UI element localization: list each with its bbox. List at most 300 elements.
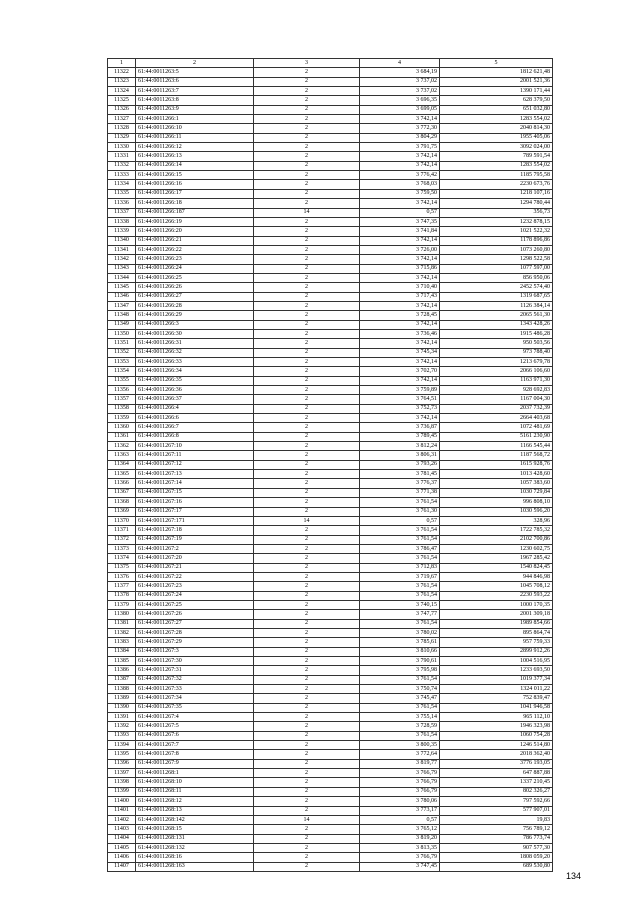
- type-cell: 2: [254, 311, 360, 320]
- cost-cell: 2066 106,60: [440, 367, 553, 376]
- row-number-cell: 11374: [108, 554, 136, 563]
- table-row: [108, 376, 553, 385]
- type-cell: 2: [254, 386, 360, 395]
- cost-cell: 1004 516,95: [440, 657, 553, 666]
- table-row: [108, 741, 553, 750]
- table-row: [108, 301, 553, 310]
- value-cell: 3 761,54: [360, 535, 440, 544]
- cadastral-number-cell: 61:44:0011267:21: [136, 563, 254, 572]
- table-row: [108, 516, 553, 525]
- cadastral-number-cell: 61:44:0011267:24: [136, 591, 254, 600]
- type-cell: 2: [254, 273, 360, 282]
- cost-cell: 1808 059,20: [440, 853, 553, 862]
- cost-cell: 1615 928,76: [440, 460, 553, 469]
- value-cell: 3 790,61: [360, 657, 440, 666]
- cost-cell: 1185 795,58: [440, 171, 553, 180]
- row-number-cell: 11367: [108, 488, 136, 497]
- value-cell: 3 791,75: [360, 143, 440, 152]
- cost-cell: 1324 011,22: [440, 685, 553, 694]
- row-number-cell: 11336: [108, 199, 136, 208]
- row-number-cell: 11364: [108, 460, 136, 469]
- table-row: [108, 778, 553, 787]
- type-cell: 2: [254, 432, 360, 441]
- type-cell: 2: [254, 834, 360, 843]
- value-cell: 3 772,64: [360, 750, 440, 759]
- value-cell: 3 745,47: [360, 694, 440, 703]
- table-row: [108, 600, 553, 609]
- column-header: 4: [360, 59, 440, 68]
- cost-cell: 2001 521,36: [440, 77, 553, 86]
- type-cell: 14: [254, 815, 360, 824]
- cost-cell: 1030 596,20: [440, 507, 553, 516]
- value-cell: 3 742,14: [360, 255, 440, 264]
- value-cell: 3 742,14: [360, 376, 440, 385]
- value-cell: 3 742,14: [360, 320, 440, 329]
- cost-cell: 1232 878,15: [440, 217, 553, 226]
- cadastral-number-cell: 61:44:0011267:18: [136, 526, 254, 535]
- cadastral-number-cell: 61:44:0011266:37: [136, 395, 254, 404]
- cost-cell: 1722 785,32: [440, 526, 553, 535]
- row-number-cell: 11322: [108, 68, 136, 77]
- value-cell: 3 728,59: [360, 722, 440, 731]
- cadastral-number-cell: 61:44:0011268:13: [136, 806, 254, 815]
- table-row: [108, 479, 553, 488]
- type-cell: 2: [254, 301, 360, 310]
- type-cell: 2: [254, 666, 360, 675]
- cadastral-number-cell: 61:44:0011267:11: [136, 451, 254, 460]
- type-cell: 2: [254, 329, 360, 338]
- value-cell: 3 747,35: [360, 217, 440, 226]
- table-row: [108, 348, 553, 357]
- value-cell: 3 719,67: [360, 572, 440, 581]
- cadastral-number-cell: 61:44:0011266:30: [136, 329, 254, 338]
- table-row: [108, 395, 553, 404]
- cadastral-number-cell: 61:44:0011267:4: [136, 713, 254, 722]
- value-cell: 3 747,77: [360, 610, 440, 619]
- table-body: [108, 68, 553, 872]
- value-cell: 3 761,54: [360, 731, 440, 740]
- table-row: [108, 264, 553, 273]
- value-cell: 3 765,12: [360, 825, 440, 834]
- value-cell: 3 741,84: [360, 227, 440, 236]
- type-cell: 2: [254, 853, 360, 862]
- type-cell: 2: [254, 563, 360, 572]
- table-row: [108, 666, 553, 675]
- table-row: [108, 161, 553, 170]
- cadastral-number-cell: 61:44:0011266:12: [136, 143, 254, 152]
- value-cell: 3 781,45: [360, 470, 440, 479]
- cadastral-number-cell: 61:44:0011266:15: [136, 171, 254, 180]
- type-cell: 2: [254, 619, 360, 628]
- type-cell: 2: [254, 722, 360, 731]
- table-row: [108, 432, 553, 441]
- value-cell: 3 761,54: [360, 554, 440, 563]
- cadastral-number-cell: 61:44:0011267:28: [136, 628, 254, 637]
- cadastral-number-cell: 61:44:0011267:16: [136, 498, 254, 507]
- table-row: [108, 853, 553, 862]
- table-row: [108, 358, 553, 367]
- value-cell: 3 780,02: [360, 628, 440, 637]
- type-cell: 2: [254, 479, 360, 488]
- table-row: [108, 554, 553, 563]
- row-number-cell: 11354: [108, 367, 136, 376]
- table-row: [108, 488, 553, 497]
- cost-cell: 356,73: [440, 208, 553, 217]
- type-cell: 2: [254, 320, 360, 329]
- cost-cell: 689 530,80: [440, 862, 553, 871]
- cadastral-number-cell: 61:44:0011267:2: [136, 544, 254, 553]
- cadastral-number-cell: 61:44:0011266:6: [136, 414, 254, 423]
- table-row: [108, 834, 553, 843]
- row-number-cell: 11394: [108, 741, 136, 750]
- cost-cell: 1187 568,72: [440, 451, 553, 460]
- cost-cell: 1218 107,16: [440, 189, 553, 198]
- cadastral-number-cell: 61:44:0011267:5: [136, 722, 254, 731]
- row-number-cell: 11339: [108, 227, 136, 236]
- value-cell: 3 761,54: [360, 703, 440, 712]
- cost-cell: 973 788,40: [440, 348, 553, 357]
- table-row: [108, 217, 553, 226]
- cost-cell: 3776 193,05: [440, 759, 553, 768]
- value-cell: 3 786,47: [360, 544, 440, 553]
- type-cell: 2: [254, 77, 360, 86]
- row-number-cell: 11388: [108, 685, 136, 694]
- cadastral-number-cell: 61:44:0011266:11: [136, 133, 254, 142]
- table-row: [108, 133, 553, 142]
- row-number-cell: 11345: [108, 283, 136, 292]
- value-cell: 3 761,54: [360, 591, 440, 600]
- value-cell: 3 761,54: [360, 675, 440, 684]
- cadastral-number-cell: 61:44:0011263:7: [136, 87, 254, 96]
- type-cell: 2: [254, 657, 360, 666]
- cost-cell: 895 864,74: [440, 628, 553, 637]
- type-cell: 2: [254, 591, 360, 600]
- row-number-cell: 11373: [108, 544, 136, 553]
- row-number-cell: 11333: [108, 171, 136, 180]
- table-row: [108, 843, 553, 852]
- value-cell: 3 819,20: [360, 834, 440, 843]
- type-cell: 2: [254, 694, 360, 703]
- value-cell: 3 789,45: [360, 432, 440, 441]
- table-row: [108, 115, 553, 124]
- value-cell: 3 715,86: [360, 264, 440, 273]
- table-row: [108, 283, 553, 292]
- table-row: [108, 535, 553, 544]
- table-row: [108, 685, 553, 694]
- type-cell: 2: [254, 628, 360, 637]
- table-row: [108, 591, 553, 600]
- table-row: [108, 208, 553, 217]
- value-cell: 3 742,14: [360, 236, 440, 245]
- cadastral-number-cell: 61:44:0011266:34: [136, 367, 254, 376]
- cost-cell: 3092 024,00: [440, 143, 553, 152]
- cadastral-number-cell: 61:44:0011266:32: [136, 348, 254, 357]
- value-cell: 0,57: [360, 516, 440, 525]
- table-row: [108, 199, 553, 208]
- type-cell: 14: [254, 208, 360, 217]
- cadastral-number-cell: 61:44:0011266:8: [136, 432, 254, 441]
- row-number-cell: 11330: [108, 143, 136, 152]
- value-cell: 3 684,19: [360, 68, 440, 77]
- cost-cell: 1021 522,32: [440, 227, 553, 236]
- type-cell: 2: [254, 769, 360, 778]
- table-row: [108, 769, 553, 778]
- table-row: [108, 423, 553, 432]
- table-row: [108, 68, 553, 77]
- table-row: [108, 143, 553, 152]
- row-number-cell: 11383: [108, 638, 136, 647]
- type-cell: 2: [254, 189, 360, 198]
- row-number-cell: 11362: [108, 442, 136, 451]
- row-number-cell: 11406: [108, 853, 136, 862]
- cadastral-number-cell: 61:44:0011267:12: [136, 460, 254, 469]
- table-row: [108, 171, 553, 180]
- table-row: [108, 451, 553, 460]
- value-cell: 3 812,24: [360, 442, 440, 451]
- cost-cell: 1030 729,84: [440, 488, 553, 497]
- row-number-cell: 11335: [108, 189, 136, 198]
- cadastral-number-cell: 61:44:0011266:23: [136, 255, 254, 264]
- value-cell: 3 712,83: [360, 563, 440, 572]
- row-number-cell: 11343: [108, 264, 136, 273]
- cost-cell: 2452 574,40: [440, 283, 553, 292]
- row-number-cell: 11357: [108, 395, 136, 404]
- cost-cell: 786 773,74: [440, 834, 553, 843]
- value-cell: 3 717,43: [360, 292, 440, 301]
- cadastral-number-cell: 61:44:0011266:10: [136, 124, 254, 133]
- row-number-cell: 11372: [108, 535, 136, 544]
- cost-cell: 1000 170,35: [440, 600, 553, 609]
- value-cell: 3 761,54: [360, 526, 440, 535]
- cadastral-number-cell: 61:44:0011266:3: [136, 320, 254, 329]
- cost-cell: 2065 561,30: [440, 311, 553, 320]
- cost-cell: 2001 309,18: [440, 610, 553, 619]
- cadastral-number-cell: 61:44:0011267:14: [136, 479, 254, 488]
- value-cell: 3 761,30: [360, 507, 440, 516]
- cadastral-number-cell: 61:44:0011266:21: [136, 236, 254, 245]
- cadastral-number-cell: 61:44:0011267:31: [136, 666, 254, 675]
- cost-cell: 2230 593,22: [440, 591, 553, 600]
- value-cell: 3 710,40: [360, 283, 440, 292]
- table-row: [108, 647, 553, 656]
- cost-cell: 1294 780,44: [440, 199, 553, 208]
- table-row: [108, 105, 553, 114]
- type-cell: 2: [254, 460, 360, 469]
- table-row: [108, 815, 553, 824]
- row-number-cell: 11368: [108, 498, 136, 507]
- table-row: [108, 152, 553, 161]
- table-row: [108, 245, 553, 254]
- row-number-cell: 11340: [108, 236, 136, 245]
- cadastral-number-cell: 61:44:0011267:17: [136, 507, 254, 516]
- cadastral-number-cell: 61:44:0011268:163: [136, 862, 254, 871]
- row-number-cell: 11392: [108, 722, 136, 731]
- row-number-cell: 11347: [108, 301, 136, 310]
- row-number-cell: 11386: [108, 666, 136, 675]
- cadastral-number-cell: 61:44:0011266:29: [136, 311, 254, 320]
- type-cell: 2: [254, 115, 360, 124]
- cadastral-number-cell: 61:44:0011266:7: [136, 423, 254, 432]
- cadastral-number-cell: 61:44:0011267:23: [136, 582, 254, 591]
- table-row: [108, 563, 553, 572]
- cost-cell: 2664 403,68: [440, 414, 553, 423]
- table-row: [108, 386, 553, 395]
- row-number-cell: 11359: [108, 414, 136, 423]
- table-row: [108, 498, 553, 507]
- cost-cell: 957 759,33: [440, 638, 553, 647]
- cost-cell: 628 379,50: [440, 96, 553, 105]
- type-cell: 2: [254, 610, 360, 619]
- table-row: [108, 526, 553, 535]
- cadastral-number-cell: 61:44:0011267:25: [136, 600, 254, 609]
- type-cell: 2: [254, 731, 360, 740]
- cost-cell: 797 592,66: [440, 797, 553, 806]
- table-row: [108, 292, 553, 301]
- table-row: [108, 675, 553, 684]
- cadastral-number-cell: 61:44:0011267:15: [136, 488, 254, 497]
- type-cell: 2: [254, 423, 360, 432]
- value-cell: 3 740,15: [360, 600, 440, 609]
- row-number-cell: 11328: [108, 124, 136, 133]
- value-cell: 3 750,74: [360, 685, 440, 694]
- value-cell: 3 766,79: [360, 778, 440, 787]
- row-number-cell: 11331: [108, 152, 136, 161]
- table-row: [108, 610, 553, 619]
- cost-cell: 2899 912,26: [440, 647, 553, 656]
- row-number-cell: 11377: [108, 582, 136, 591]
- type-cell: 2: [254, 741, 360, 750]
- table-row: [108, 544, 553, 553]
- value-cell: 3 804,29: [360, 133, 440, 142]
- value-cell: 3 771,38: [360, 488, 440, 497]
- type-cell: 2: [254, 376, 360, 385]
- row-number-cell: 11371: [108, 526, 136, 535]
- cost-cell: 1060 754,28: [440, 731, 553, 740]
- cost-cell: 1013 428,60: [440, 470, 553, 479]
- type-cell: 2: [254, 750, 360, 759]
- value-cell: 3 766,79: [360, 853, 440, 862]
- cost-cell: 1072 481,69: [440, 423, 553, 432]
- type-cell: 2: [254, 395, 360, 404]
- value-cell: 3 819,77: [360, 759, 440, 768]
- table-row: [108, 329, 553, 338]
- type-cell: 2: [254, 414, 360, 423]
- cadastral-number-cell: 61:44:0011267:19: [136, 535, 254, 544]
- cadastral-number-cell: 61:44:0011266:27: [136, 292, 254, 301]
- cadastral-number-cell: 61:44:0011267:35: [136, 703, 254, 712]
- row-number-cell: 11391: [108, 713, 136, 722]
- table-row: [108, 227, 553, 236]
- type-cell: 2: [254, 675, 360, 684]
- row-number-cell: 11381: [108, 619, 136, 628]
- row-number-cell: 11401: [108, 806, 136, 815]
- cost-cell: 928 692,83: [440, 386, 553, 395]
- cost-cell: 1283 554,02: [440, 161, 553, 170]
- row-number-cell: 11355: [108, 376, 136, 385]
- value-cell: 3 800,35: [360, 741, 440, 750]
- row-number-cell: 11393: [108, 731, 136, 740]
- column-header: 5: [440, 59, 553, 68]
- cost-cell: 1390 171,44: [440, 87, 553, 96]
- row-number-cell: 11382: [108, 628, 136, 637]
- type-cell: 2: [254, 806, 360, 815]
- table-row: [108, 787, 553, 796]
- table-row: [108, 460, 553, 469]
- table-row: [108, 180, 553, 189]
- row-number-cell: 11349: [108, 320, 136, 329]
- table-row: [108, 87, 553, 96]
- value-cell: 3 759,89: [360, 386, 440, 395]
- cost-cell: 1167 004,30: [440, 395, 553, 404]
- cost-cell: 756 789,12: [440, 825, 553, 834]
- row-number-cell: 11390: [108, 703, 136, 712]
- type-cell: 2: [254, 862, 360, 871]
- row-number-cell: 11407: [108, 862, 136, 871]
- table-row: [108, 572, 553, 581]
- cadastral-number-cell: 61:44:0011267:3: [136, 647, 254, 656]
- row-number-cell: 11379: [108, 600, 136, 609]
- value-cell: 3 806,31: [360, 451, 440, 460]
- table-row: [108, 320, 553, 329]
- table-row: [108, 713, 553, 722]
- row-number-cell: 11351: [108, 339, 136, 348]
- row-number-cell: 11389: [108, 694, 136, 703]
- type-cell: 2: [254, 470, 360, 479]
- row-number-cell: 11396: [108, 759, 136, 768]
- cadastral-number-cell: 61:44:0011267:34: [136, 694, 254, 703]
- cadastral-number-cell: 61:44:0011266:13: [136, 152, 254, 161]
- table-row: [108, 638, 553, 647]
- type-cell: 2: [254, 778, 360, 787]
- type-cell: 2: [254, 87, 360, 96]
- value-cell: 3 747,45: [360, 862, 440, 871]
- cost-cell: 1989 854,66: [440, 619, 553, 628]
- table-row: [108, 189, 553, 198]
- type-cell: 2: [254, 638, 360, 647]
- value-cell: 3 810,66: [360, 647, 440, 656]
- value-cell: 0,57: [360, 208, 440, 217]
- type-cell: 2: [254, 105, 360, 114]
- table-row: [108, 442, 553, 451]
- row-number-cell: 11397: [108, 769, 136, 778]
- type-cell: 2: [254, 171, 360, 180]
- value-cell: 3 742,14: [360, 161, 440, 170]
- table-row: [108, 582, 553, 591]
- cadastral-number-cell: 61:44:0011267:9: [136, 759, 254, 768]
- cadastral-number-cell: 61:44:0011267:171: [136, 516, 254, 525]
- type-cell: 2: [254, 703, 360, 712]
- type-cell: 2: [254, 488, 360, 497]
- type-cell: 2: [254, 787, 360, 796]
- table-row: [108, 96, 553, 105]
- cadastral-number-cell: 61:44:0011267:27: [136, 619, 254, 628]
- cost-cell: 1915 486,28: [440, 329, 553, 338]
- type-cell: 2: [254, 348, 360, 357]
- type-cell: 2: [254, 124, 360, 133]
- value-cell: 3 795,98: [360, 666, 440, 675]
- cost-cell: 651 032,80: [440, 105, 553, 114]
- table-row: [108, 628, 553, 637]
- row-number-cell: 11365: [108, 470, 136, 479]
- cost-cell: 1955 405,06: [440, 133, 553, 142]
- row-number-cell: 11338: [108, 217, 136, 226]
- cadastral-number-cell: 61:44:0011267:6: [136, 731, 254, 740]
- cadastral-number-cell: 61:44:0011266:22: [136, 245, 254, 254]
- value-cell: 3 761,54: [360, 498, 440, 507]
- cadastral-number-cell: 61:44:0011268:132: [136, 843, 254, 852]
- table-row: [108, 507, 553, 516]
- row-number-cell: 11398: [108, 778, 136, 787]
